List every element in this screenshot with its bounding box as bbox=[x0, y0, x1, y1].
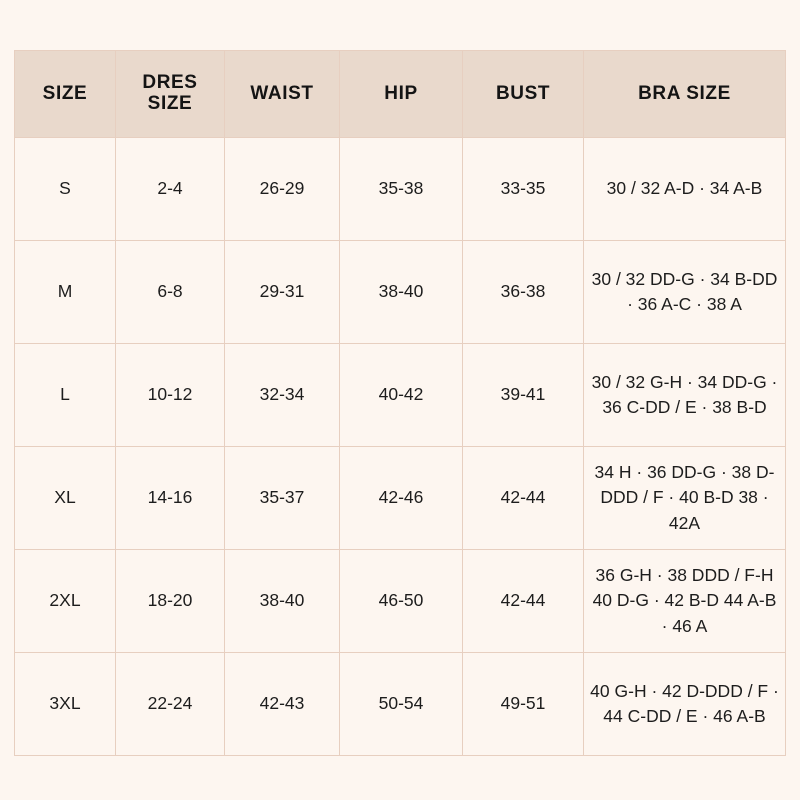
column-header-hip: HIP bbox=[340, 51, 463, 138]
cell-dress-size: 22-24 bbox=[116, 653, 225, 756]
size-chart-table bbox=[14, 50, 786, 756]
column-header-bust: BUST bbox=[463, 51, 584, 138]
table-row bbox=[15, 138, 786, 241]
column-header-dress-size-line1: DRES bbox=[142, 72, 198, 94]
cell-size: XL bbox=[15, 447, 116, 550]
cell-waist: 29-31 bbox=[225, 241, 340, 344]
table-row bbox=[15, 241, 786, 344]
cell-bra-size: 34 H · 36 DD-G · 38 D-DDD / F · 40 B-D 38 · 42A bbox=[584, 447, 786, 550]
cell-size: M bbox=[15, 241, 116, 344]
cell-waist: 38-40 bbox=[225, 550, 340, 653]
cell-size: 3XL bbox=[15, 653, 116, 756]
cell-size: 2XL bbox=[15, 550, 116, 653]
cell-bust: 39-41 bbox=[463, 344, 584, 447]
table-body bbox=[15, 138, 786, 756]
table-row bbox=[15, 447, 786, 550]
column-header-size: SIZE bbox=[15, 51, 116, 138]
cell-bust: 33-35 bbox=[463, 138, 584, 241]
table-row bbox=[15, 653, 786, 756]
cell-dress-size: 10-12 bbox=[116, 344, 225, 447]
cell-hip: 35-38 bbox=[340, 138, 463, 241]
cell-hip: 40-42 bbox=[340, 344, 463, 447]
cell-dress-size: 6-8 bbox=[116, 241, 225, 344]
cell-bra-size: 30 / 32 DD-G · 34 B-DD · 36 A-C · 38 A bbox=[584, 241, 786, 344]
cell-bra-size: 30 / 32 G-H · 34 DD-G · 36 C-DD / E · 38 B-D bbox=[584, 344, 786, 447]
column-header-dress-size bbox=[116, 51, 225, 138]
cell-dress-size: 18-20 bbox=[116, 550, 225, 653]
cell-size: L bbox=[15, 344, 116, 447]
table-header-row bbox=[15, 51, 786, 138]
column-header-dress-size-line2: SIZE bbox=[147, 93, 193, 114]
column-header-waist: WAIST bbox=[225, 51, 340, 138]
cell-bust: 42-44 bbox=[463, 550, 584, 653]
table-header bbox=[15, 51, 786, 138]
table-row bbox=[15, 344, 786, 447]
cell-bust: 36-38 bbox=[463, 241, 584, 344]
cell-bust: 42-44 bbox=[463, 447, 584, 550]
cell-bust: 49-51 bbox=[463, 653, 584, 756]
cell-bra-size: 30 / 32 A-D · 34 A-B bbox=[584, 138, 786, 241]
cell-hip: 50-54 bbox=[340, 653, 463, 756]
cell-waist: 35-37 bbox=[225, 447, 340, 550]
cell-waist: 26-29 bbox=[225, 138, 340, 241]
cell-dress-size: 14-16 bbox=[116, 447, 225, 550]
cell-bra-size: 40 G-H · 42 D-DDD / F · 44 C-DD / E · 46 A-B bbox=[584, 653, 786, 756]
column-header-bra-size: BRA SIZE bbox=[584, 51, 786, 138]
cell-hip: 38-40 bbox=[340, 241, 463, 344]
cell-hip: 42-46 bbox=[340, 447, 463, 550]
cell-waist: 32-34 bbox=[225, 344, 340, 447]
cell-dress-size: 2-4 bbox=[116, 138, 225, 241]
cell-bra-size: 36 G-H · 38 DDD / F-H 40 D-G · 42 B-D 44 A-B · 46 A bbox=[584, 550, 786, 653]
cell-size: S bbox=[15, 138, 116, 241]
table-row bbox=[15, 550, 786, 653]
cell-waist: 42-43 bbox=[225, 653, 340, 756]
cell-hip: 46-50 bbox=[340, 550, 463, 653]
